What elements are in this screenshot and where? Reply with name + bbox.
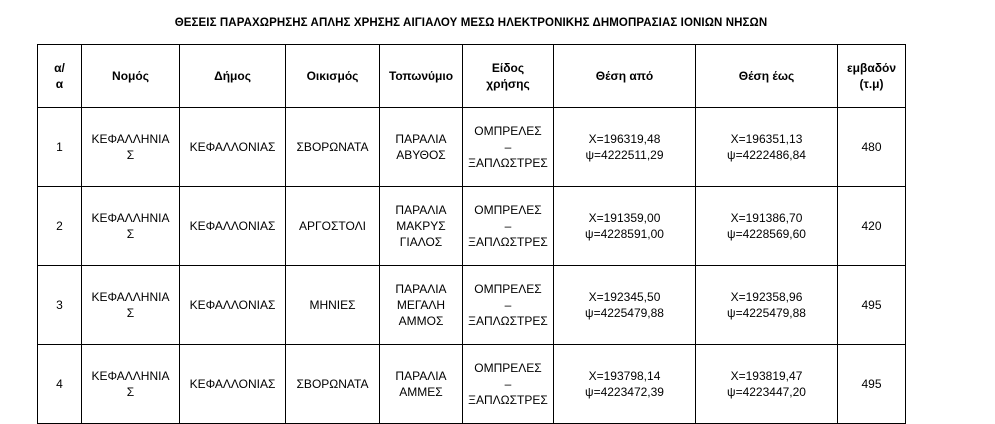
- cell-dimos: ΚΕΦΑΛΛΟΝΙΑΣ: [180, 345, 286, 424]
- cell-dimos: ΚΕΦΑΛΛΟΝΙΑΣ: [180, 187, 286, 266]
- cell-aa: 4: [38, 345, 82, 424]
- header-oikismos: Οικισμός: [286, 45, 380, 108]
- table-row: [38, 187, 906, 266]
- table-row: [38, 108, 906, 187]
- header-eidos: Είδος χρήσης: [463, 45, 554, 108]
- cell-thesi-eos: X=192358,96 ψ=4225479,88: [696, 266, 838, 345]
- cell-aa: 3: [38, 266, 82, 345]
- cell-emvadon: 495: [838, 266, 906, 345]
- cell-eidos: ΟΜΠΡΕΛΕΣ – ΞΑΠΛΩΣΤΡΕΣ: [463, 266, 554, 345]
- concession-positions-table: [37, 44, 906, 424]
- cell-thesi-apo: X=191359,00 ψ=4228591,00: [554, 187, 696, 266]
- cell-nomos: ΚΕΦΑΛΛΗΝΙΑ Σ: [82, 187, 180, 266]
- cell-emvadon: 420: [838, 187, 906, 266]
- cell-nomos: ΚΕΦΑΛΛΗΝΙΑ Σ: [82, 266, 180, 345]
- header-nomos: Νομός: [82, 45, 180, 108]
- cell-thesi-apo: X=196319,48 ψ=4222511,29: [554, 108, 696, 187]
- cell-thesi-apo: X=193798,14 ψ=4223472,39: [554, 345, 696, 424]
- header-emvadon: εμβαδόν (τ.μ): [838, 45, 906, 108]
- cell-eidos: ΟΜΠΡΕΛΕΣ – ΞΑΠΛΩΣΤΡΕΣ: [463, 187, 554, 266]
- table-row: [38, 345, 906, 424]
- cell-toponymio: ΠΑΡΑΛΙΑ ΑΒΥΘΟΣ: [380, 108, 463, 187]
- cell-thesi-apo: X=192345,50 ψ=4225479,88: [554, 266, 696, 345]
- cell-oikismos: ΣΒΟΡΩΝΑΤΑ: [286, 345, 380, 424]
- header-aa: α/ α: [38, 45, 82, 108]
- cell-thesi-eos: X=191386,70 ψ=4228569,60: [696, 187, 838, 266]
- document-title: ΘΕΣΕΙΣ ΠΑΡΑΧΩΡΗΣΗΣ ΑΠΛΗΣ ΧΡΗΣΗΣ ΑΙΓΙΑΛΟΥ ΜΕΣΩ ΗΛΕΚΤΡΟΝΙΚΗΣ ΔΗΜΟΠΡΑΣΙΑΣ ΙΟΝΙΩΝ ΝΗΣΩΝ: [174, 17, 768, 29]
- cell-dimos: ΚΕΦΑΛΛΟΝΙΑΣ: [180, 108, 286, 187]
- cell-nomos: ΚΕΦΑΛΛΗΝΙΑ Σ: [82, 108, 180, 187]
- cell-toponymio: ΠΑΡΑΛΙΑ ΜΑΚΡΥΣ ΓΙΑΛΟΣ: [380, 187, 463, 266]
- cell-toponymio: ΠΑΡΑΛΙΑ ΑΜΜΕΣ: [380, 345, 463, 424]
- cell-aa: 2: [38, 187, 82, 266]
- cell-oikismos: ΑΡΓΟΣΤΟΛΙ: [286, 187, 380, 266]
- header-dimos: Δήμος: [180, 45, 286, 108]
- header-thesi-apo: Θέση από: [554, 45, 696, 108]
- cell-thesi-eos: X=193819,47 ψ=4223447,20: [696, 345, 838, 424]
- table-row: [38, 266, 906, 345]
- cell-nomos: ΚΕΦΑΛΛΗΝΙΑ Σ: [82, 345, 180, 424]
- cell-emvadon: 495: [838, 345, 906, 424]
- cell-oikismos: ΣΒΟΡΩΝΑΤΑ: [286, 108, 380, 187]
- cell-emvadon: 480: [838, 108, 906, 187]
- cell-oikismos: ΜΗΝΙΕΣ: [286, 266, 380, 345]
- cell-thesi-eos: X=196351,13 ψ=4222486,84: [696, 108, 838, 187]
- table-header-row: [38, 45, 906, 108]
- cell-dimos: ΚΕΦΑΛΛΟΝΙΑΣ: [180, 266, 286, 345]
- header-toponymio: Τοπωνύμιο: [380, 45, 463, 108]
- header-thesi-eos: Θέση έως: [696, 45, 838, 108]
- cell-eidos: ΟΜΠΡΕΛΕΣ – ΞΑΠΛΩΣΤΡΕΣ: [463, 108, 554, 187]
- cell-aa: 1: [38, 108, 82, 187]
- cell-toponymio: ΠΑΡΑΛΙΑ ΜΕΓΑΛΗ ΑΜΜΟΣ: [380, 266, 463, 345]
- cell-eidos: ΟΜΠΡΕΛΕΣ – ΞΑΠΛΩΣΤΡΕΣ: [463, 345, 554, 424]
